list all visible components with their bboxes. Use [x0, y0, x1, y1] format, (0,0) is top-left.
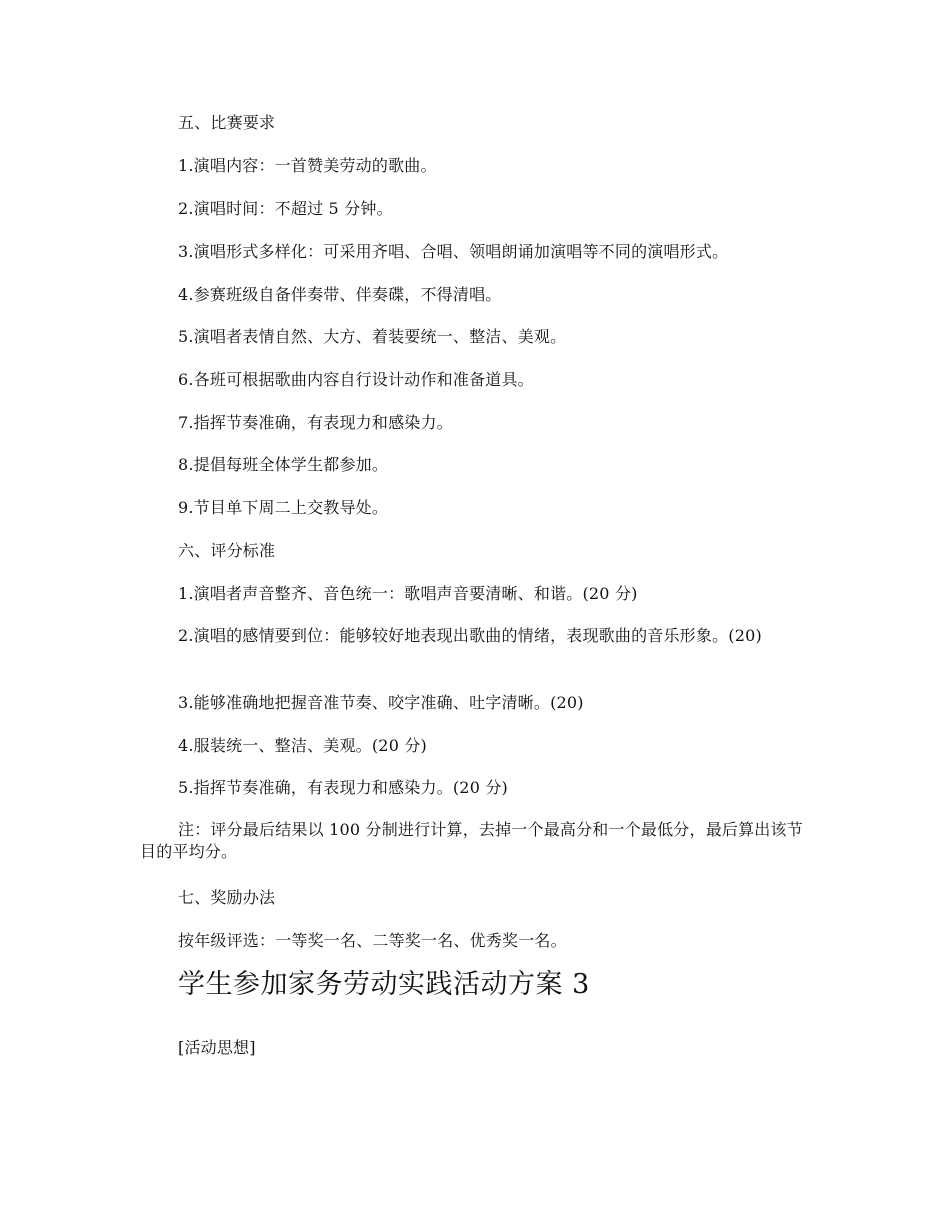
scoring-note — [140, 819, 816, 863]
requirement-item: 2.演唱时间：不超过 5 分钟。 — [178, 199, 393, 218]
scoring-note-text: 注：评分最后结果以 100 分制进行计算，去掉一个最高分和一个最低分，最后算出该节目的平均分。 — [140, 820, 803, 861]
requirement-item: 4.参赛班级自备伴奏带、伴奏碟，不得清唱。 — [178, 285, 502, 304]
requirement-item: 7.指挥节奏准确，有表现力和感染力。 — [178, 413, 453, 432]
scoring-item-wrapped — [140, 625, 816, 647]
requirement-item: 9.节目单下周二上交教导处。 — [178, 498, 389, 517]
requirement-item: 5.演唱者表情自然、大方、着装要统一、整洁、美观。 — [178, 327, 567, 346]
award-text: 按年级评选：一等奖一名、二等奖一名、优秀奖一名。 — [178, 931, 567, 950]
scoring-item: 3.能够准确地把握音准节奏、咬字准确、吐字清晰。(20) — [178, 693, 584, 712]
requirement-item: 3.演唱形式多样化：可采用齐唱、合唱、领唱朗诵加演唱等不同的演唱形式。 — [178, 242, 729, 261]
requirement-item: 1.演唱内容：一首赞美劳动的歌曲。 — [178, 156, 437, 175]
requirement-item: 6.各班可根据歌曲内容自行设计动作和准备道具。 — [178, 370, 534, 389]
section-6-title: 六、评分标准 — [178, 541, 276, 560]
requirement-item: 8.提倡每班全体学生都参加。 — [178, 455, 389, 474]
scoring-item-text: 2.演唱的感情要到位：能够较好地表现出歌曲的情绪，表现歌曲的音乐形象。(20) — [178, 626, 762, 645]
section-7-title: 七、奖励办法 — [178, 888, 276, 907]
subheading: [活动思想] — [178, 1038, 256, 1057]
scoring-item: 1.演唱者声音整齐、音色统一：歌唱声音要清晰、和谐。(20 分) — [178, 584, 638, 603]
plan-heading: 学生参加家务劳动实践活动方案 3 — [178, 969, 590, 1000]
section-5-title: 五、比赛要求 — [178, 113, 276, 132]
scoring-item: 5.指挥节奏准确，有表现力和感染力。(20 分) — [178, 778, 508, 797]
scoring-item: 4.服装统一、整洁、美观。(20 分) — [178, 736, 427, 755]
